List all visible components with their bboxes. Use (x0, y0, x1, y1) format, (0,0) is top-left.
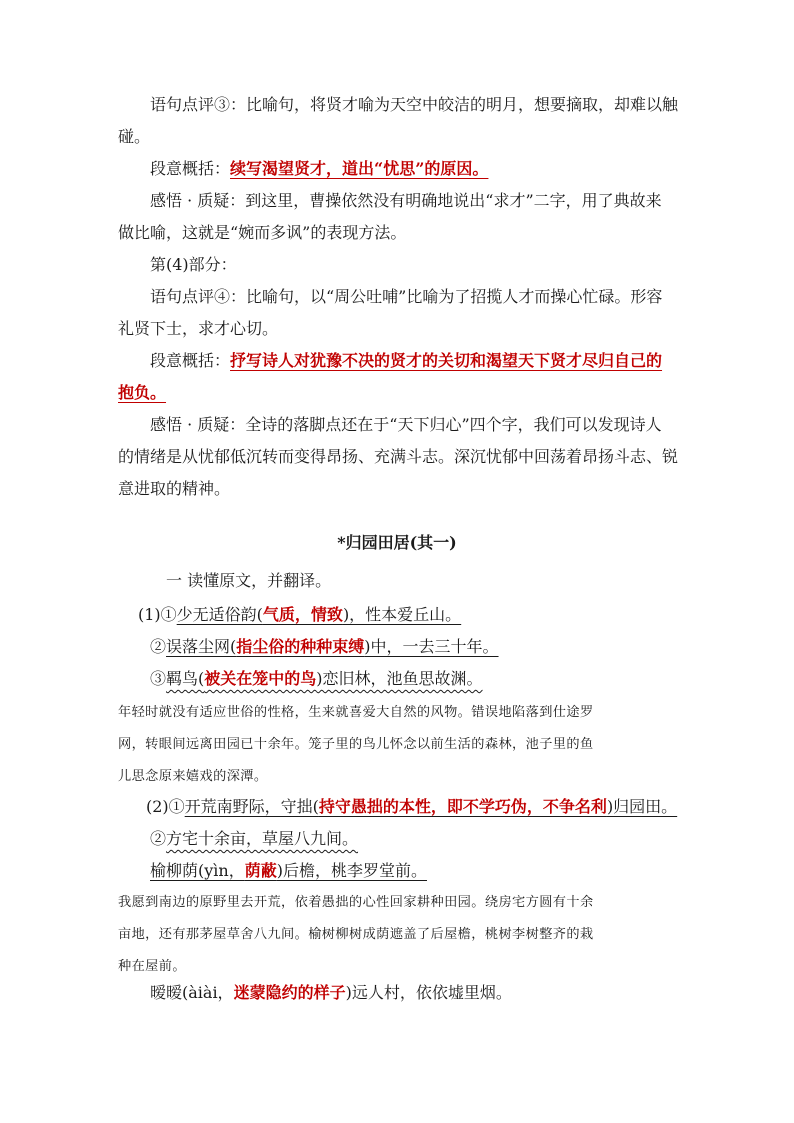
translation-2-cont2: 种在屋前。 (118, 959, 186, 974)
section-4-heading: 第(4)部分： (150, 255, 237, 274)
verse-number: (2)① (146, 797, 185, 816)
verse-line (185, 797, 678, 816)
verse-text: 暧暧(àiài， (150, 983, 234, 1002)
summary-label: 段意概括： (150, 351, 231, 370)
comment-4: 语句点评④：比喻句，以“周公吐哺”比喻为了招揽人才而操心忙碌。形容 (150, 287, 663, 306)
verse-number: ③ (150, 669, 167, 688)
poem-title: *归园田居(其一) (337, 533, 457, 552)
summary-label: 段意概括： (150, 159, 231, 178)
translation-1: 年轻时就没有适应世俗的性格，生来就喜爱大自然的风物。错误地陷落到仕途罗 (118, 705, 594, 720)
verse-2-3 (150, 860, 427, 882)
gloss: 迷蒙隐约的样子 (233, 983, 346, 1002)
verse-text: 羁鸟( (166, 669, 205, 688)
verse-text: )归园田。 (606, 797, 678, 816)
verse-number: ② (150, 637, 167, 656)
reflection-4-cont: 的情绪是从忧郁低沉转而变得昂扬、充满斗志。深沉忧郁中回荡着昂扬斗志、锐 (118, 447, 679, 466)
reflection-3: 感悟 · 质疑：到这里，曹操依然没有明确地说出“求才”二字，用了典故来 (150, 191, 662, 210)
verse-1-3 (150, 668, 483, 690)
reflection-4: 感悟 · 质疑：全诗的落脚点还在于“天下归心”四个字，我们可以发现诗人 (150, 415, 662, 434)
gloss: 被关在笼中的鸟 (204, 669, 317, 688)
verse-text: )远人村，依依墟里烟。 (345, 983, 512, 1002)
verse-line (150, 861, 427, 880)
translation-2-cont: 亩地，还有那茅屋草舍八九间。榆树柳树成荫遮盖了后屋檐，桃树李树整齐的栽 (118, 927, 594, 942)
translation-1-cont2: 儿思念原来嬉戏的深潭。 (118, 769, 268, 784)
summary-4 (150, 350, 662, 372)
verse-text: )恋旧林，池鱼思故渊。 (316, 669, 483, 688)
task-instruction: 一 读懂原文，并翻译。 (166, 571, 332, 590)
verse-line: 方宅十余亩，草屋八九间。 (166, 829, 359, 848)
verse-text: 开荒南野际，守拙( (184, 797, 319, 816)
summary-text-cont: 抱负。 (118, 383, 167, 402)
verse-2-1 (146, 796, 677, 818)
verse-text: 少无适俗韵( (176, 605, 263, 624)
reflection-4-cont2: 意进取的精神。 (118, 479, 231, 498)
verse-2-4 (150, 982, 512, 1004)
comment-3-cont: 碰。 (118, 127, 151, 146)
verse-text: 榆柳荫(yìn， (150, 861, 245, 880)
verse-text: )，性本爱丘山。 (342, 605, 462, 624)
gloss: 气质，情致 (262, 605, 343, 624)
gloss: 荫蔽 (244, 861, 277, 880)
summary-4-cont (118, 382, 166, 404)
verse-text: )中，一去三十年。 (364, 637, 499, 656)
verse-line (166, 637, 499, 656)
verse-1-1 (138, 604, 461, 626)
translation-1-cont: 网，转眼间远离田园已十余年。笼子里的鸟儿怀念以前生活的森林，池子里的鱼 (118, 737, 594, 752)
verse-line (166, 669, 483, 688)
reflection-3-cont: 做比喻，这就是“婉而多讽”的表现方法。 (118, 223, 407, 242)
summary-3 (150, 158, 488, 180)
verse-2-2 (150, 828, 358, 850)
verse-line (177, 605, 462, 624)
gloss: 指尘俗的种种束缚 (236, 637, 365, 656)
verse-number: (1)① (138, 605, 177, 624)
summary-text: 续写渴望贤才，道出“忧思”的原因。 (230, 159, 489, 178)
verse-number: ② (150, 829, 167, 848)
translation-2: 我愿到南边的原野里去开荒，依着愚拙的心性回家耕种田园。绕房宅方圆有十余 (118, 895, 594, 910)
verse-text: )后檐，桃李罗堂前。 (276, 861, 427, 880)
gloss: 持守愚拙的本性，即不学巧伪，不争名利 (318, 797, 607, 816)
summary-text: 抒写诗人对犹豫不决的贤才的关切和渴望天下贤才尽归自己的 (230, 351, 663, 370)
verse-text: 误落尘网( (166, 637, 237, 656)
comment-4-cont: 礼贤下士，求才心切。 (118, 319, 279, 338)
comment-3: 语句点评③：比喻句，将贤才喻为天空中皎洁的明月，想要摘取，却难以触 (150, 95, 679, 114)
verse-1-2 (150, 636, 499, 658)
